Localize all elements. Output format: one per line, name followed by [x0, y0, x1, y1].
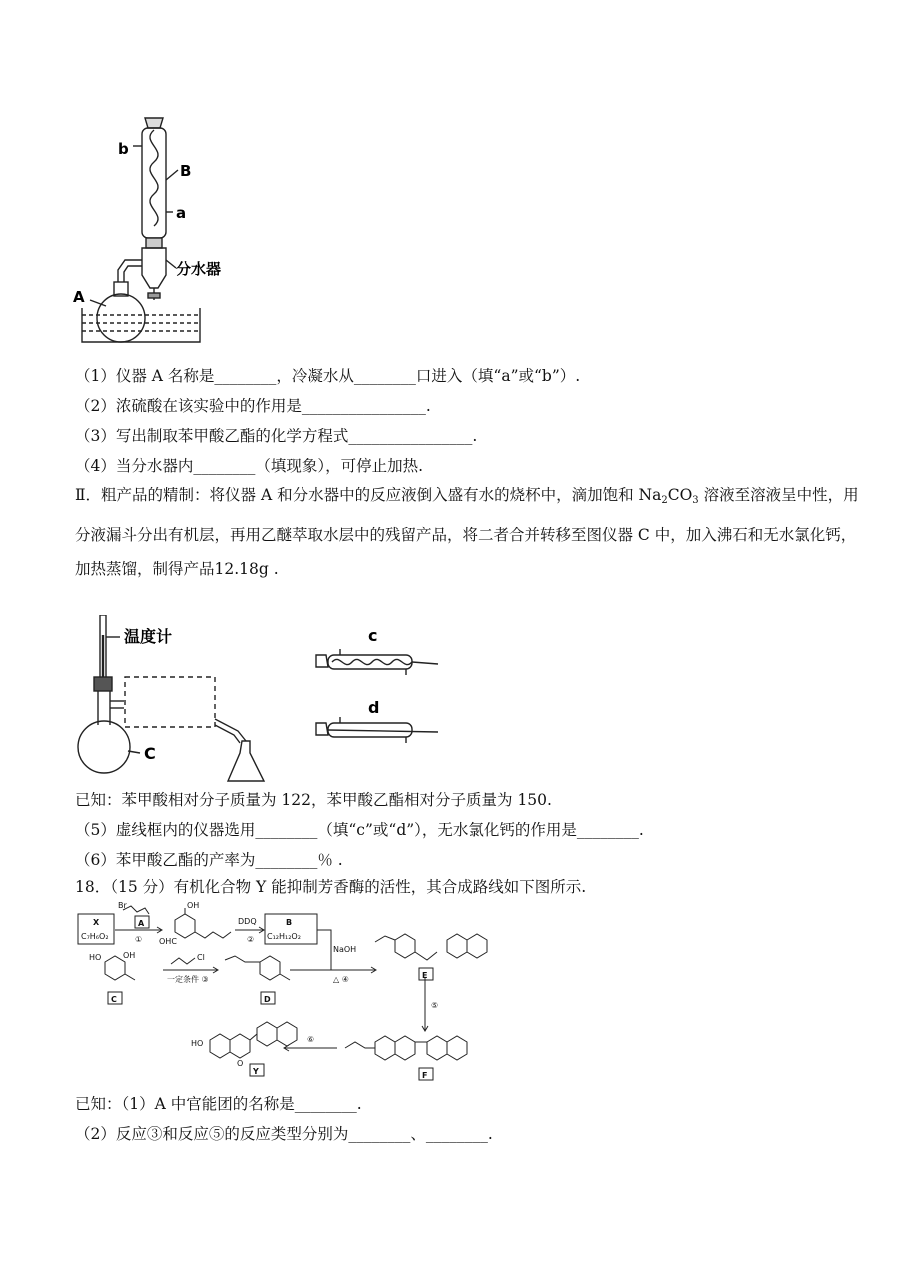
step-6: ⑥ — [307, 1035, 315, 1044]
label-HO-Y: HO — [191, 1039, 204, 1048]
reagent-DDQ: DDQ — [238, 917, 257, 926]
step-4: △ ④ — [333, 975, 349, 984]
label-F-box: F — [422, 1071, 428, 1080]
reagent-NaOH: NaOH — [333, 945, 357, 954]
question-last: （2）反应③和反应⑤的反应类型分别为________、________. — [75, 1125, 493, 1143]
step-5: ⑤ — [431, 1001, 439, 1010]
label-b: b — [118, 140, 129, 158]
label-A-box: A — [138, 919, 145, 928]
label-separator: 分水器 — [176, 260, 222, 278]
step-1: ① — [135, 935, 143, 944]
label-Cl: Cl — [197, 953, 205, 962]
label-C-box: C — [111, 995, 117, 1004]
label-c: c — [368, 626, 378, 645]
apparatus-figure-1 — [70, 110, 270, 350]
question-5: （5）虚线框内的仪器选用________（填“c”或“d”），无水氯化钙的作用是________. — [75, 821, 644, 839]
label-O-Y: O — [237, 1059, 244, 1068]
label-D-box: D — [264, 995, 271, 1004]
formula-na2co3: $Na_2CO_3$ — [638, 486, 699, 506]
question-1: （1）仪器 A 名称是________，冷凝水从________口进入（填“a”或“b”）. — [75, 367, 581, 385]
formula-B: C₁₂H₁₂O₂ — [267, 932, 301, 941]
formula-X: C₇H₆O₂ — [81, 932, 109, 941]
known-molar-mass: 已知：苯甲酸相对分子质量为 122，苯甲酸乙酯相对分子质量为 150. — [75, 791, 552, 809]
question-18-title: 18．（15 分）有机化合物 Y 能抑制芳香酶的活性，其合成路线如下图所示. — [75, 878, 587, 896]
part2-paragraph: Ⅱ．粗产品的精制：将仪器 A 和分水器中的反应液倒入盛有水的烧杯中，滴加饱和 $Na_2CO_3$ 溶液至溶液呈中性，用分液漏斗分出有机层，再用乙醚萃取水层中的残留产品，将二者合并转移至图仪器 C 中，加入沸石和无水氯化钙，加热蒸馏，制得产品12.18g . — [75, 486, 859, 578]
question-3: （3）写出制取苯甲酸乙酯的化学方程式________________. — [75, 427, 478, 445]
label-OHC: OHC — [159, 937, 177, 946]
condition-3: 一定条件 ③ — [167, 975, 209, 984]
label-Br: Br — [118, 901, 127, 910]
label-HO: HO — [89, 953, 102, 962]
label-d: d — [368, 698, 380, 717]
label-C: C — [144, 744, 156, 763]
label-OH-C: OH — [123, 951, 136, 960]
step-2: ② — [247, 935, 255, 944]
label-thermometer: 温度计 — [124, 627, 173, 646]
synthesis-scheme — [75, 900, 515, 1085]
label-B: B — [180, 162, 192, 180]
label-a: a — [176, 204, 187, 222]
label-OH: OH — [187, 901, 200, 910]
label-E-box: E — [422, 971, 428, 980]
question-2: （2）浓硫酸在该实验中的作用是________________. — [75, 397, 431, 415]
label-X: X — [93, 918, 100, 927]
label-Y-box: Y — [253, 1067, 259, 1076]
question-6: （6）苯甲酸乙酯的产率为________％ . — [75, 851, 343, 869]
label-A: A — [73, 288, 85, 306]
question-4: （4）当分水器内________（填现象），可停止加热. — [75, 457, 424, 475]
label-B-box: B — [286, 918, 293, 927]
known-question-1: 已知：（1）A 中官能团的名称是________. — [75, 1095, 362, 1113]
apparatus-figure-2 — [70, 615, 450, 790]
